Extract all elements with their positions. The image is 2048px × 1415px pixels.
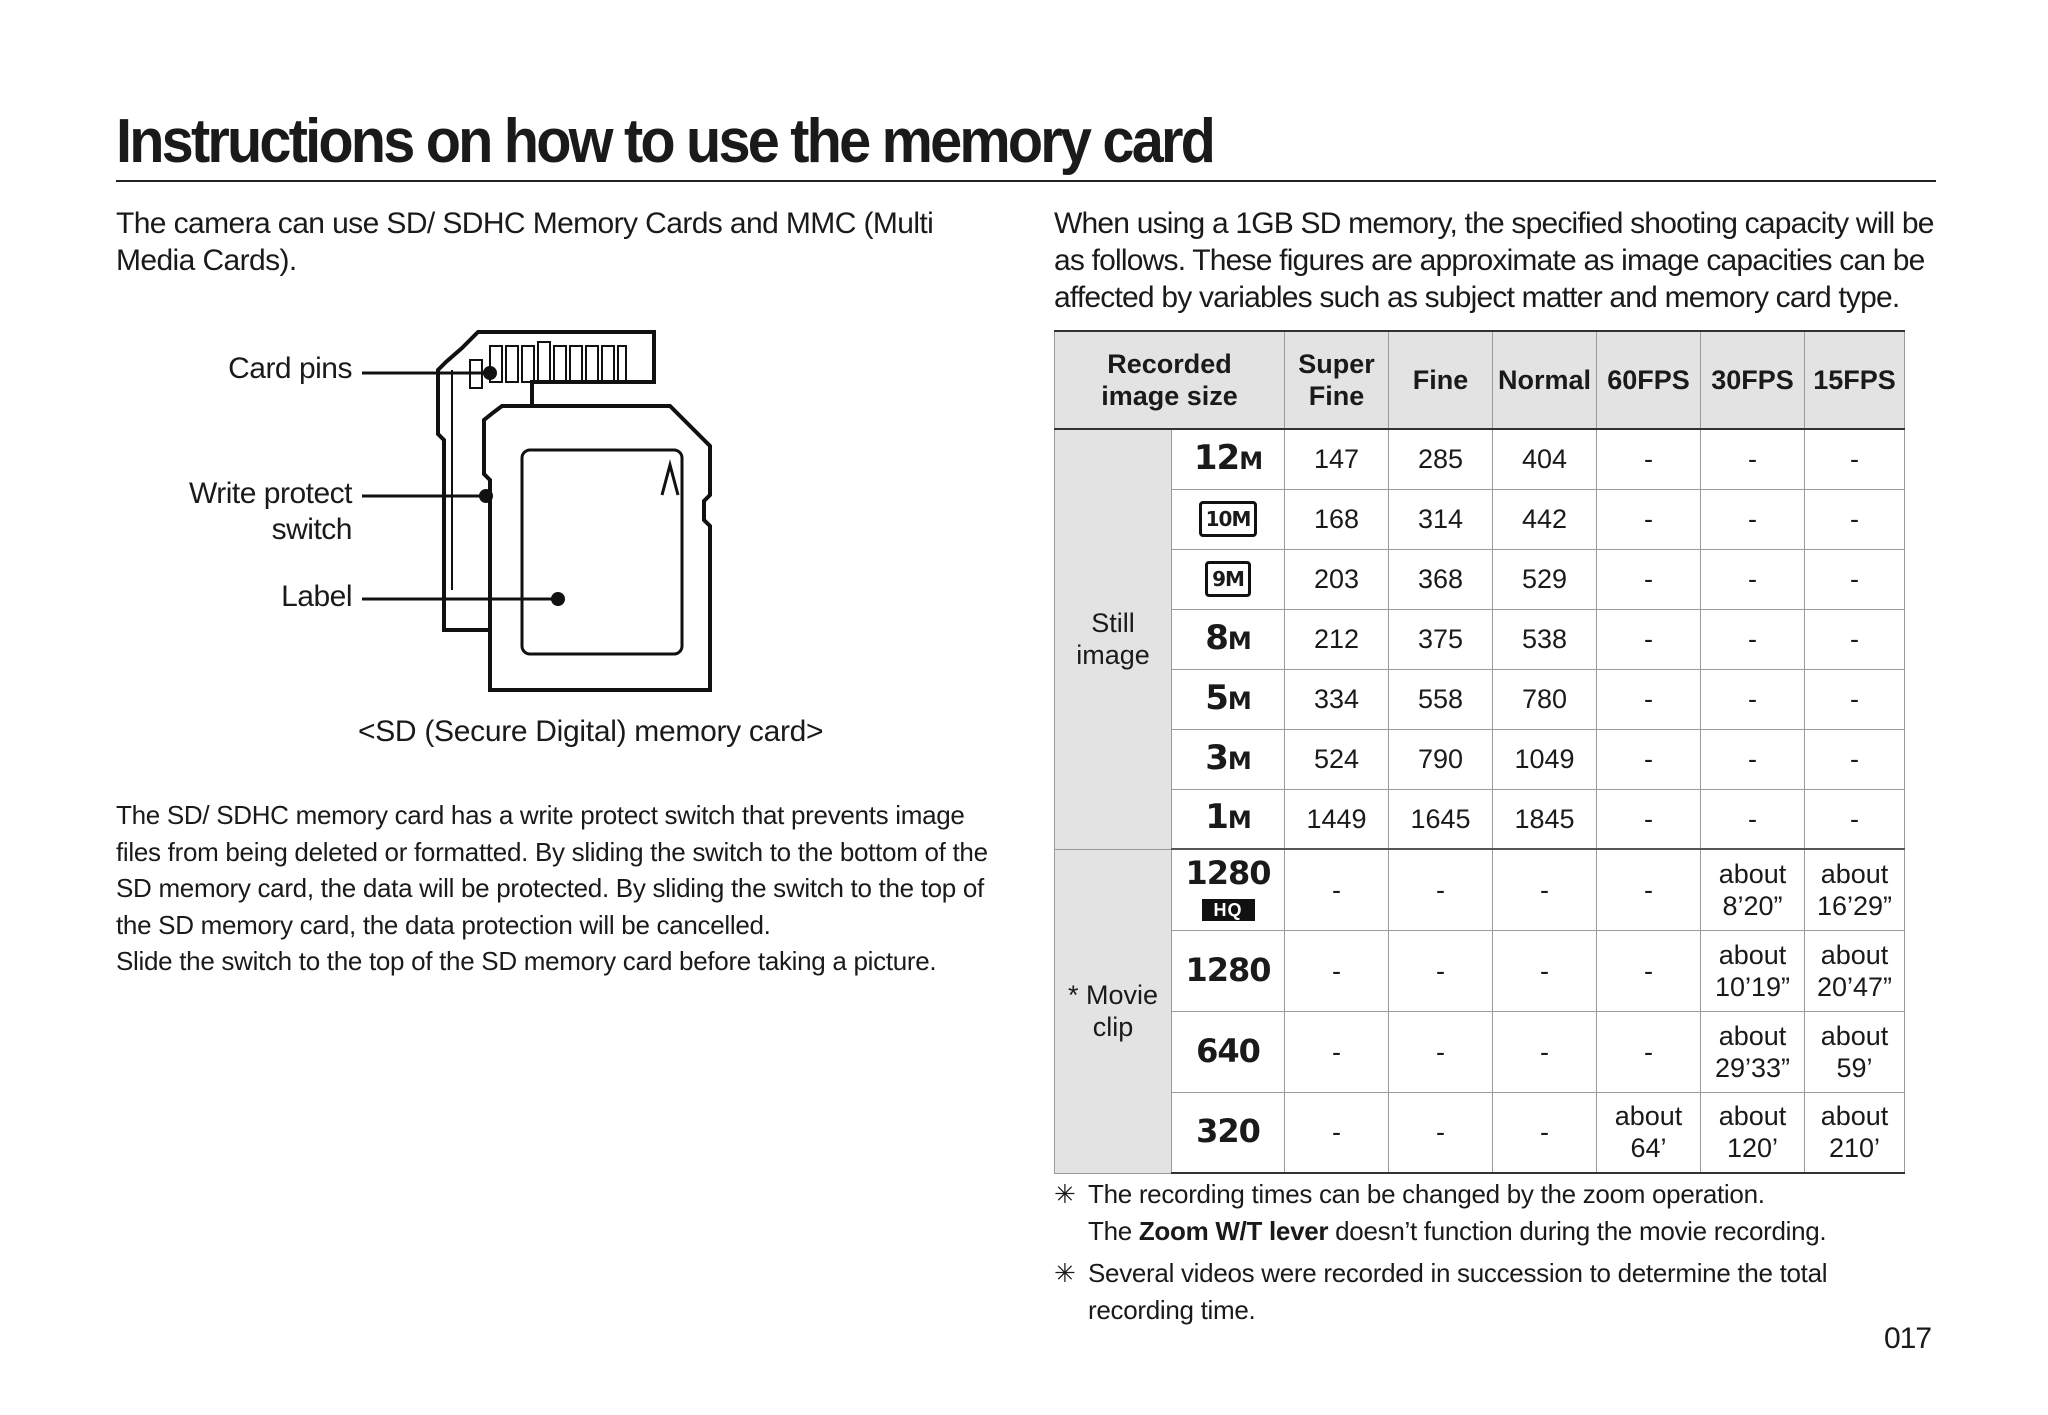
- table-cell: -: [1805, 789, 1905, 849]
- table-cell: 790: [1389, 729, 1493, 789]
- note-succession: ✳ Several videos were recorded in succession to determine the total recording time.: [1054, 1255, 1827, 1329]
- asterisk-icon: ✳: [1054, 1179, 1076, 1209]
- table-cell: -: [1701, 729, 1805, 789]
- table-cell: 524: [1285, 729, 1389, 789]
- size-12m-icon: 12M: [1172, 429, 1285, 489]
- movie-1280-hq-icon: 1280 HQ: [1172, 849, 1285, 930]
- table-cell: about 10’19”: [1701, 930, 1805, 1011]
- table-cell: 212: [1285, 609, 1389, 669]
- table-row: [1055, 669, 1905, 729]
- table-cell: -: [1805, 609, 1905, 669]
- page-title: Instructions on how to use the memory card: [116, 107, 1214, 176]
- page-number: 017: [1884, 1322, 1932, 1355]
- table-cell: 780: [1493, 669, 1597, 729]
- table-row: [1055, 609, 1905, 669]
- table-cell: 334: [1285, 669, 1389, 729]
- table-cell: 314: [1389, 489, 1493, 549]
- table-cell: about 20’47”: [1805, 930, 1905, 1011]
- movie-1280-icon: 1280: [1172, 930, 1285, 1011]
- table-cell: about 210’: [1805, 1092, 1905, 1173]
- table-cell: about 29’33”: [1701, 1011, 1805, 1092]
- table-cell: -: [1597, 609, 1701, 669]
- table-cell: 538: [1493, 609, 1597, 669]
- header-recorded-size: Recorded image size: [1055, 331, 1285, 429]
- size-1m-icon: 1M: [1172, 789, 1285, 849]
- table-cell: about 16’29”: [1805, 849, 1905, 930]
- table-cell: -: [1597, 1011, 1701, 1092]
- table-cell: -: [1493, 849, 1597, 930]
- table-cell: -: [1597, 930, 1701, 1011]
- table-cell: 1645: [1389, 789, 1493, 849]
- header-30fps: 30FPS: [1701, 331, 1805, 429]
- table-cell: -: [1597, 489, 1701, 549]
- note-zoom: ✳ The recording times can be changed by the zoom operation. The Zoom W/T lever doesn’t function during the movie recording.: [1054, 1176, 1826, 1250]
- capacity-table: [1054, 330, 1905, 1174]
- table-cell: about 120’: [1701, 1092, 1805, 1173]
- table-cell: -: [1597, 429, 1701, 489]
- table-cell: 1449: [1285, 789, 1389, 849]
- table-cell: -: [1701, 429, 1805, 489]
- table-cell: -: [1701, 789, 1805, 849]
- header-fine: Fine: [1389, 331, 1493, 429]
- table-cell: -: [1597, 849, 1701, 930]
- zoom-lever-term: Zoom W/T lever: [1138, 1216, 1329, 1246]
- write-protect-label-line2: switch: [271, 513, 352, 546]
- table-row: [1055, 930, 1905, 1011]
- table-cell: -: [1701, 489, 1805, 549]
- table-cell: -: [1701, 549, 1805, 609]
- table-row: [1055, 729, 1905, 789]
- table-row: [1055, 1011, 1905, 1092]
- size-5m-icon: 5M: [1172, 669, 1285, 729]
- table-cell: -: [1493, 930, 1597, 1011]
- table-cell: -: [1805, 669, 1905, 729]
- movie-640-icon: 640: [1172, 1011, 1285, 1092]
- table-cell: 558: [1389, 669, 1493, 729]
- table-cell: -: [1597, 789, 1701, 849]
- table-cell: -: [1493, 1011, 1597, 1092]
- write-protect-paragraph: The SD/ SDHC memory card has a write protect switch that prevents image files from being deleted or formatted. By sliding the switch to the bottom of the SD memory card, the data will be protected. By sliding the switch to the top of the SD memory card, the data protection will be cancelled.: [116, 800, 988, 940]
- table-header-row: [1055, 331, 1905, 429]
- movie-clip-group: * Movie clip: [1055, 849, 1172, 1173]
- table-cell: 442: [1493, 489, 1597, 549]
- table-cell: -: [1285, 930, 1389, 1011]
- table-cell: 529: [1493, 549, 1597, 609]
- table-row: [1055, 1092, 1905, 1173]
- asterisk-icon: ✳: [1054, 1258, 1076, 1288]
- table-cell: -: [1805, 489, 1905, 549]
- table-cell: -: [1389, 1092, 1493, 1173]
- header-60fps: 60FPS: [1597, 331, 1701, 429]
- table-cell: -: [1285, 1092, 1389, 1173]
- header-15fps: 15FPS: [1805, 331, 1905, 429]
- size-8m-icon: 8M: [1172, 609, 1285, 669]
- table-cell: 1049: [1493, 729, 1597, 789]
- table-row: [1055, 429, 1905, 489]
- table-row: [1055, 489, 1905, 549]
- table-cell: 168: [1285, 489, 1389, 549]
- size-9m-icon: 9M: [1172, 549, 1285, 609]
- table-cell: 147: [1285, 429, 1389, 489]
- write-protect-label-line1: Write protect: [189, 477, 352, 510]
- title-rule: [116, 180, 1936, 182]
- size-3m-icon: 3M: [1172, 729, 1285, 789]
- table-row: [1055, 789, 1905, 849]
- table-cell: 285: [1389, 429, 1493, 489]
- table-cell: -: [1389, 1011, 1493, 1092]
- table-cell: -: [1805, 429, 1905, 489]
- header-super-fine: Super Fine: [1285, 331, 1389, 429]
- sd-card-diagram: [150, 330, 750, 710]
- table-cell: -: [1285, 1011, 1389, 1092]
- table-cell: -: [1597, 729, 1701, 789]
- still-image-group: Still image: [1055, 429, 1172, 849]
- movie-320-icon: 320: [1172, 1092, 1285, 1173]
- table-cell: -: [1389, 849, 1493, 930]
- table-cell: 203: [1285, 549, 1389, 609]
- table-cell: -: [1285, 849, 1389, 930]
- size-10m-icon: 10M: [1172, 489, 1285, 549]
- diagram-caption: <SD (Secure Digital) memory card>: [358, 715, 824, 748]
- table-cell: -: [1701, 669, 1805, 729]
- header-normal: Normal: [1493, 331, 1597, 429]
- table-cell: -: [1597, 669, 1701, 729]
- table-cell: -: [1597, 549, 1701, 609]
- instruction-paragraph: Slide the switch to the top of the SD memory card before taking a picture.: [116, 946, 937, 976]
- table-cell: about 8’20”: [1701, 849, 1805, 930]
- intro-left: The camera can use SD/ SDHC Memory Cards and MMC (Multi Media Cards).: [116, 207, 934, 277]
- body-text: [116, 797, 1016, 980]
- table-cell: about 64’: [1597, 1092, 1701, 1173]
- table-cell: -: [1389, 930, 1493, 1011]
- card-label-label: Label: [281, 580, 352, 613]
- table-cell: -: [1805, 549, 1905, 609]
- table-row: [1055, 549, 1905, 609]
- card-pins-label: Card pins: [228, 352, 352, 385]
- intro-right: When using a 1GB SD memory, the specified shooting capacity will be as follows. These figures are approximate as image capacities can be affected by variables such as subject matter and memory card type.: [1054, 207, 1934, 314]
- table-cell: 368: [1389, 549, 1493, 609]
- table-cell: 375: [1389, 609, 1493, 669]
- table-row: [1055, 849, 1905, 930]
- table-cell: 404: [1493, 429, 1597, 489]
- table-cell: -: [1493, 1092, 1597, 1173]
- table-cell: about 59’: [1805, 1011, 1905, 1092]
- table-cell: -: [1805, 729, 1905, 789]
- table-cell: 1845: [1493, 789, 1597, 849]
- table-cell: -: [1701, 609, 1805, 669]
